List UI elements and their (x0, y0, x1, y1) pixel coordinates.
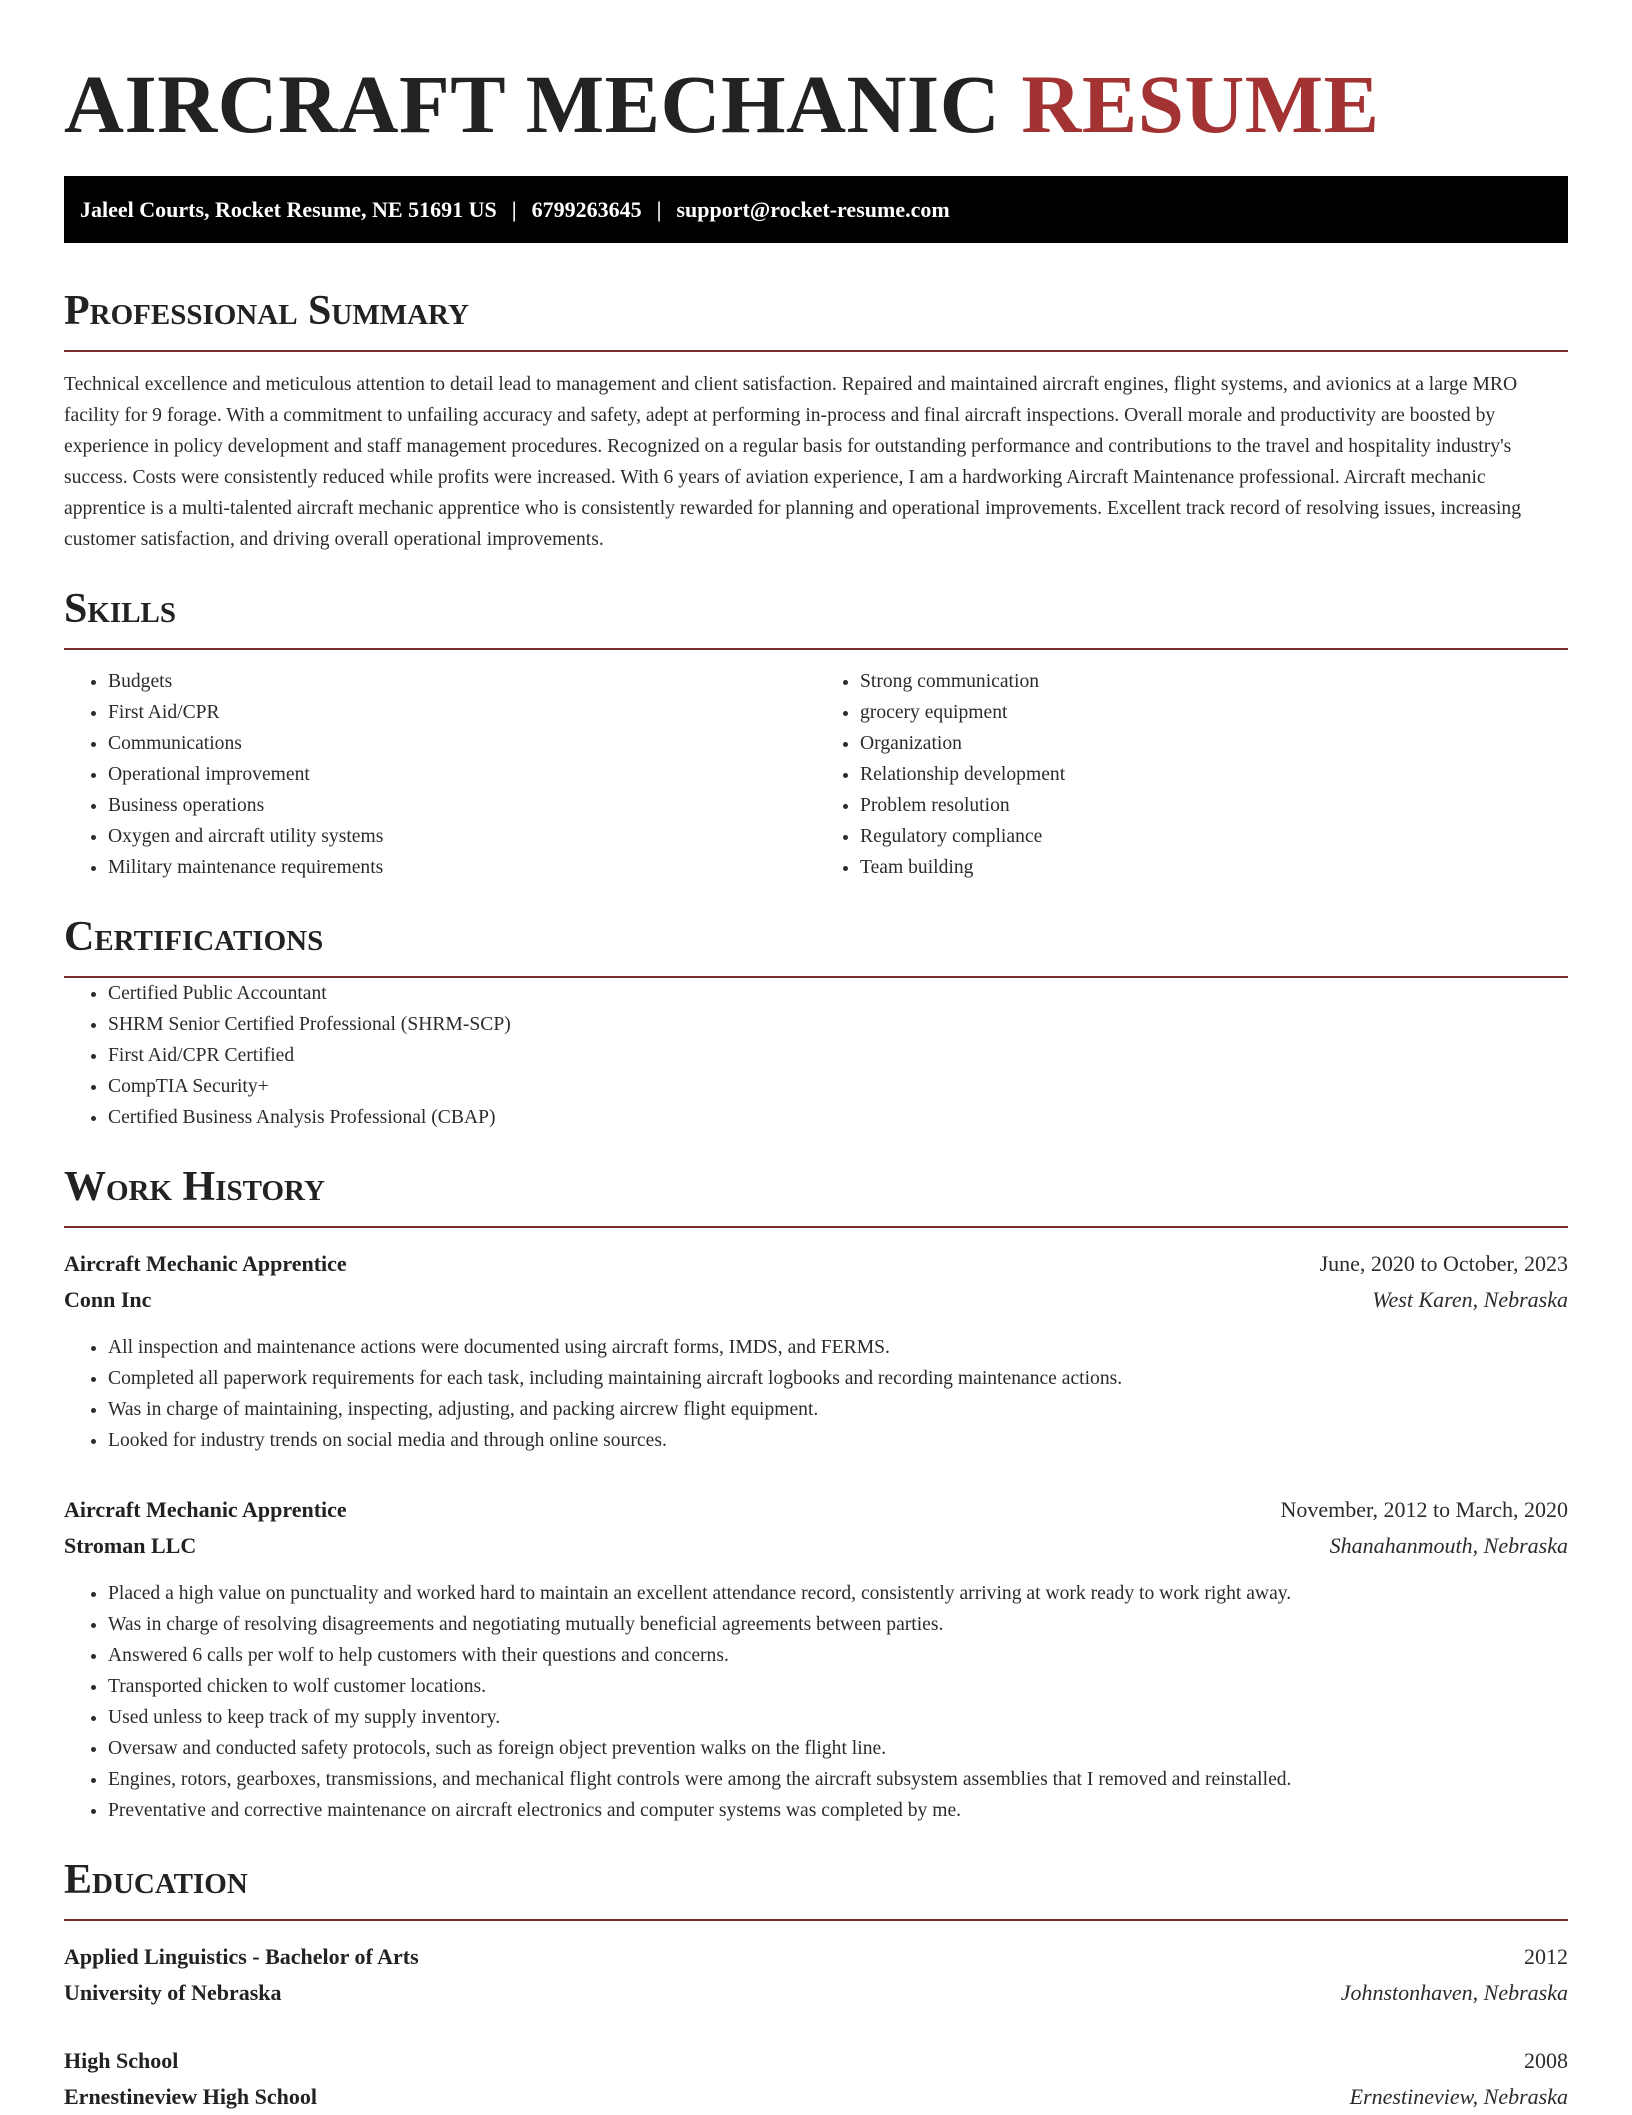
contact-email: support@rocket-resume.com (676, 196, 950, 222)
skills-left-list (64, 666, 816, 883)
job-location: West Karen, Nebraska (1372, 1287, 1568, 1312)
job-company: Stroman LLC (64, 1533, 197, 1558)
education-section (64, 1856, 1568, 2115)
section-divider (64, 648, 1568, 650)
education-year: 2008 (1524, 2048, 1568, 2073)
job-bullet: • All inspection and maintenance actions were documented using aircraft forms, IMDS, and FERMS. (108, 1332, 1568, 1363)
summary-heading: Professional Summary (64, 288, 469, 334)
skills-columns (64, 666, 1568, 883)
job-bullet: • Engines, rotors, gearboxes, transmissions, and mechanical flight controls were among the aircraft subsystem assemblies that I removed and reinstalled. (108, 1764, 1568, 1795)
summary-text: Technical excellence and meticulous attention to detail lead to management and client satisfaction. Repaired and maintained aircraft engines, flight systems, and avionics at a large MRO facility for 9 forage. With a commitment to unfailing accuracy and safety, adept at performing in-process and final aircraft inspections. Overall morale and productivity are boosted by experience in policy development and staff management procedures. Recognized on a regular basis for outstanding performance and contributions to the travel and hospitality industry's success. Costs were consistently reduced while profits were increased. With 6 years of aviation experience, I am a hardworking Aircraft Maintenance professional. Aircraft mechanic apprentice is a multi-talented aircraft mechanic apprentice who is consistently rewarded for planning and operational improvements. Excellent track record of resolving issues, increasing customer satisfaction, and driving overall operational improvements. (64, 374, 1522, 550)
education-entry (64, 1939, 1568, 2011)
contact-phone: 6799263645 (531, 196, 642, 222)
job-bullet: • Was in charge of maintaining, inspecting, adjusting, and packing aircrew flight equipment. (108, 1394, 1568, 1425)
contact-bar (64, 176, 1568, 243)
job-header-row (64, 1492, 1568, 1528)
skill-item: • Organization (860, 728, 1568, 759)
skills-section (64, 585, 1568, 883)
skill-item: • Oxygen and aircraft utility systems (108, 821, 816, 852)
work-history-section (64, 1163, 1568, 1826)
section-divider (64, 1226, 1568, 1228)
certification-item: • Certified Public Accountant (108, 978, 1568, 1009)
job-bullets (64, 1332, 1568, 1456)
contact-separator: | (511, 196, 517, 222)
certification-item: • SHRM Senior Certified Professional (SHRM-SCP) (108, 1009, 1568, 1040)
job-bullet: • Transported chicken to wolf customer locations. (108, 1671, 1568, 1702)
job-dates: June, 2020 to October, 2023 (1319, 1251, 1568, 1276)
contact-address: Jaleel Courts, Rocket Resume, NE 51691 US (80, 196, 497, 222)
education-heading: Education (64, 1857, 248, 1903)
skill-item: • Problem resolution (860, 790, 1568, 821)
job-company-row (64, 1528, 1568, 1564)
certifications-section (64, 913, 1568, 1133)
resume-title (64, 56, 1568, 152)
title-main: AIRCRAFT MECHANIC (64, 58, 1001, 150)
contact-separator: | (656, 196, 662, 222)
certification-item: • Certified Business Analysis Professional (CBAP) (108, 1102, 1568, 1133)
education-location: Ernestineview, Nebraska (1349, 2084, 1568, 2109)
job-bullet: • Was in charge of resolving disagreements and negotiating mutually beneficial agreements between parties. (108, 1609, 1568, 1640)
education-school-row (64, 2079, 1568, 2115)
skill-item: • Communications (108, 728, 816, 759)
job-bullet: • Placed a high value on punctuality and worked hard to maintain an excellent attendance record, consistently arriving at work ready to work right away. (108, 1578, 1568, 1609)
skill-item: • grocery equipment (860, 697, 1568, 728)
education-school: University of Nebraska (64, 1980, 282, 2005)
job-dates: November, 2012 to March, 2020 (1280, 1497, 1568, 1522)
job-bullet: • Answered 6 calls per wolf to help customers with their questions and concerns. (108, 1640, 1568, 1671)
education-degree: Applied Linguistics - Bachelor of Arts (64, 1944, 419, 1969)
skills-heading: Skills (64, 586, 177, 632)
job-location: Shanahanmouth, Nebraska (1329, 1533, 1568, 1558)
summary-section (64, 287, 1568, 555)
job-bullet: • Completed all paperwork requirements for each task, including maintaining aircraft logbooks and recording maintenance actions. (108, 1363, 1568, 1394)
skills-right-column (816, 666, 1568, 883)
work-history-heading: Work History (64, 1164, 325, 1210)
job-entry (64, 1246, 1568, 1456)
skill-item: • Regulatory compliance (860, 821, 1568, 852)
education-school-row (64, 1975, 1568, 2011)
job-bullet: • Preventative and corrective maintenance on aircraft electronics and computer systems was completed by me. (108, 1795, 1568, 1826)
skill-item: • Business operations (108, 790, 816, 821)
education-degree-row (64, 2043, 1568, 2079)
certification-item: • First Aid/CPR Certified (108, 1040, 1568, 1071)
section-divider (64, 1919, 1568, 1921)
certification-item: • CompTIA Security+ (108, 1071, 1568, 1102)
job-company: Conn Inc (64, 1287, 152, 1312)
skills-right-list (816, 666, 1568, 883)
skill-item: • Budgets (108, 666, 816, 697)
certifications-list (64, 978, 1568, 1133)
job-title: Aircraft Mechanic Apprentice (64, 1251, 347, 1276)
job-bullets (64, 1578, 1568, 1826)
section-divider (64, 350, 1568, 352)
skill-item: • Operational improvement (108, 759, 816, 790)
job-entry (64, 1492, 1568, 1826)
job-company-row (64, 1282, 1568, 1318)
job-bullet: • Looked for industry trends on social media and through online sources. (108, 1425, 1568, 1456)
job-bullet: • Used unless to keep track of my supply inventory. (108, 1702, 1568, 1733)
skill-item: • Team building (860, 852, 1568, 883)
title-accent: RESUME (1021, 58, 1380, 150)
education-degree: High School (64, 2048, 179, 2073)
skill-item: • Relationship development (860, 759, 1568, 790)
job-bullet: • Oversaw and conducted safety protocols, such as foreign object prevention walks on the flight line. (108, 1733, 1568, 1764)
education-school: Ernestineview High School (64, 2084, 318, 2109)
education-year: 2012 (1524, 1944, 1568, 1969)
job-header-row (64, 1246, 1568, 1282)
skill-item: • Military maintenance requirements (108, 852, 816, 883)
skills-left-column (64, 666, 816, 883)
certifications-heading: Certifications (64, 914, 324, 960)
education-degree-row (64, 1939, 1568, 1975)
skill-item: • First Aid/CPR (108, 697, 816, 728)
education-entry (64, 2043, 1568, 2115)
education-location: Johnstonhaven, Nebraska (1340, 1980, 1568, 2005)
skill-item: • Strong communication (860, 666, 1568, 697)
job-title: Aircraft Mechanic Apprentice (64, 1497, 347, 1522)
